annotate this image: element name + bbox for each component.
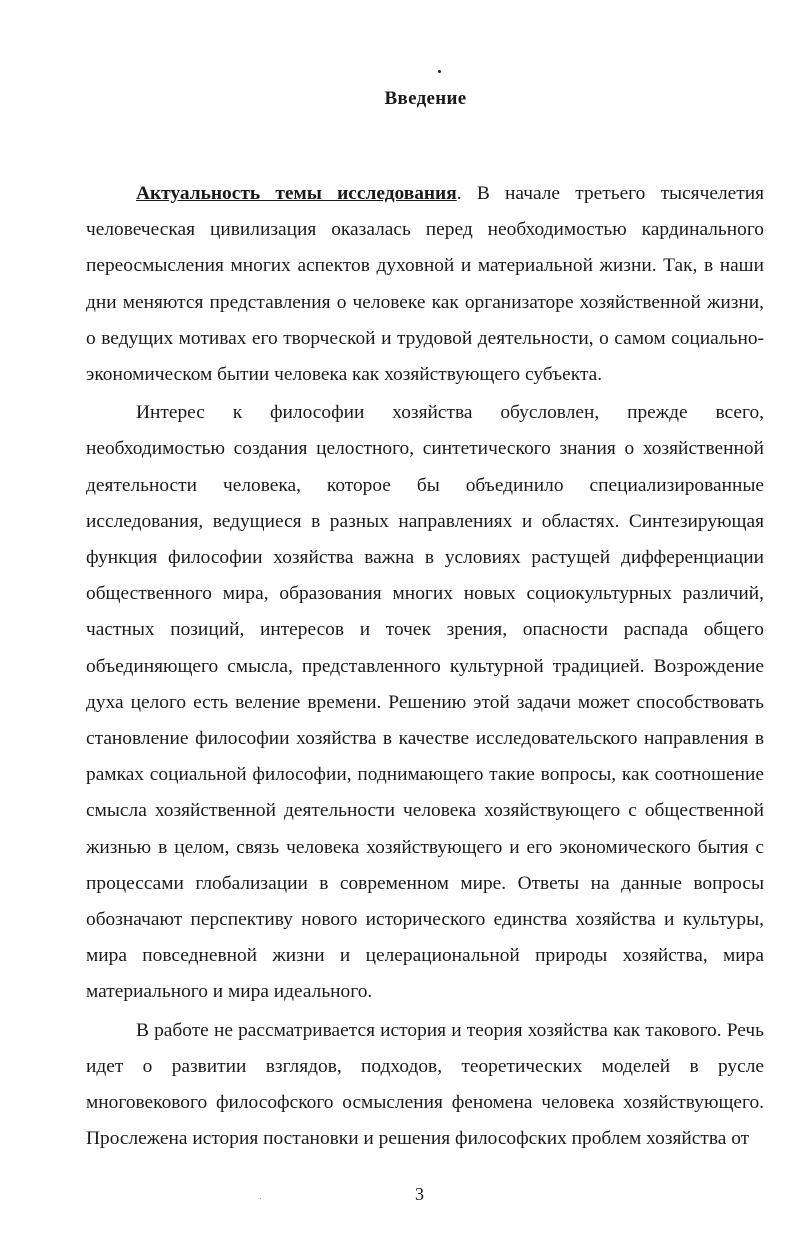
paragraph-text: В работе не рассматривается история и теория хозяйства как такового. Речь идет о развитии взглядов, подходов, теоретических моделей в русле многовекового философского осмысления феномена человека хозяйствующего. Прослежена история постановки и решения философских проблем хозяйства от — [86, 1019, 764, 1150]
paragraph-text: . В начале третьего тысячелетия человеческая цивилизация оказалась перед необходимостью кардинального переосмысления многих аспектов духовной и материальной жизни. Так, в наши дни меняются представления о человеке как организаторе хозяйственной жизни, о ведущих мотивах его творческой и трудовой деятельности, о самом социально-экономическом бытии человека как хозяйствующего субъекта. — [86, 183, 765, 386]
scan-speck — [438, 70, 441, 73]
page-title: Введение — [384, 88, 467, 109]
paragraph-relevance — [86, 176, 764, 393]
body-text — [86, 176, 764, 1159]
paragraph-text: Интерес к философии хозяйства обусловлен, прежде всего, необходимостью создания целостного, синтетического знания о хозяйственной деятельности человека, которое бы объединило специализированные исследования, ведущиеся в разных направлениях и областях. Синтезирующая функция философии хозяйства важна в условиях растущей дифференциации общественного мира, образования многих новых социокультурных различий, частных позиций, интересов и точек зрения, опасности распада общего объединяющего смысла, представленного культурной традицией. Возрождение духа целого есть веление времени. Решению этой задачи может способствовать становление философии хозяйства в качестве исследовательского направления в рамках социальной философии, поднимающего такие вопросы, как соотношение смысла хозяйственной деятельности человека хозяйствующего с общественной жизнью в целом, связь человека хозяйствующего и его экономического бытия с процессами глобализации в современном мире. Ответы на данные вопросы обозначают перспективу нового исторического единства хозяйства и культуры, мира повседневной жизни и целерациональной природы хозяйства, мира материального и мира идеального. — [86, 402, 764, 1003]
paragraph-scope — [86, 1013, 764, 1158]
paragraph-interest — [86, 395, 764, 1010]
paragraph-lead-heading: Актуальность темы исследования — [136, 183, 457, 204]
page-number: 3 — [415, 1184, 424, 1204]
